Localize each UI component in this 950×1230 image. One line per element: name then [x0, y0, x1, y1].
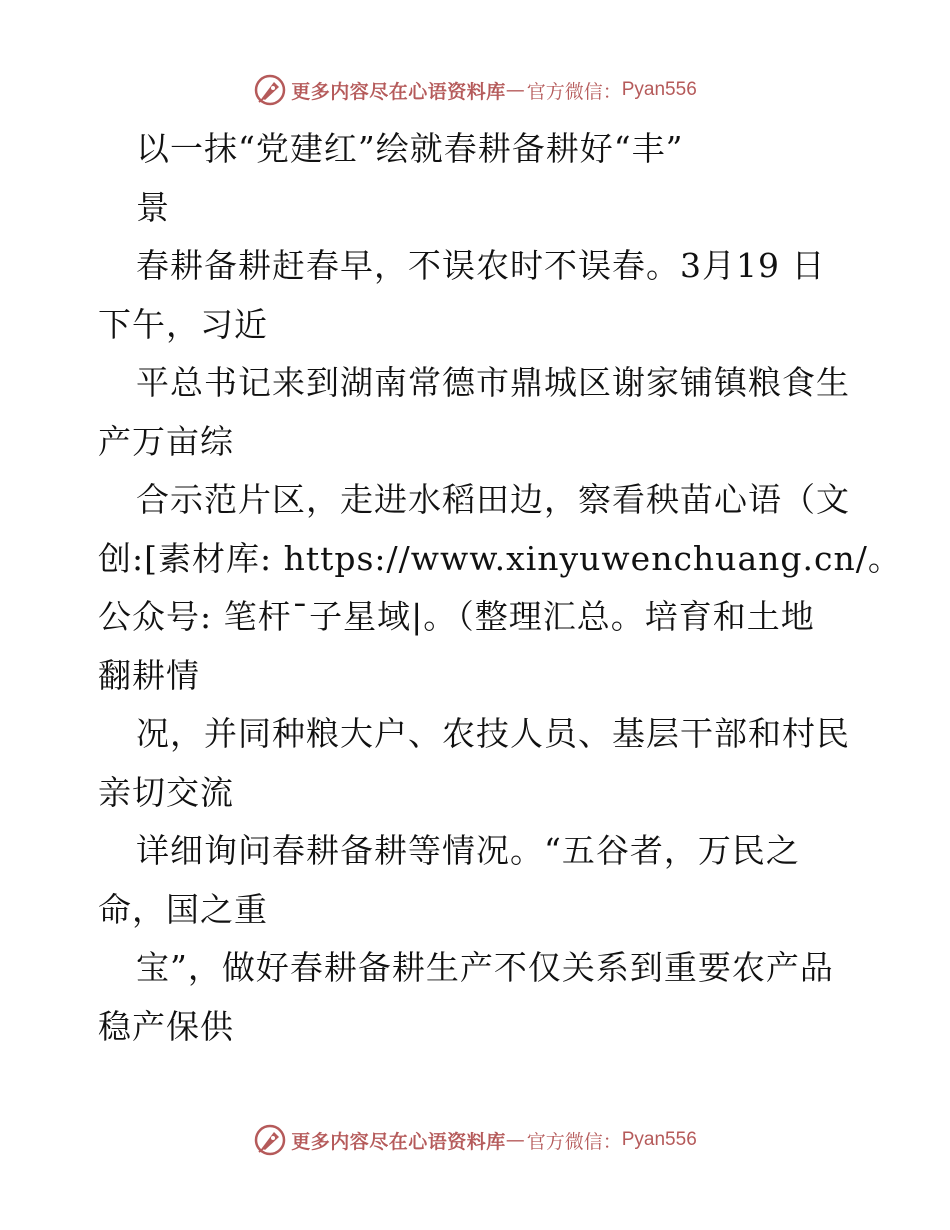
paragraph-line: 翻耕情	[98, 655, 200, 695]
paragraph-line: 下午，习近	[98, 304, 268, 344]
paragraph-line: 稳产保供	[98, 1006, 234, 1046]
header-banner	[0, 70, 950, 110]
paragraph-line: 创:[素材库: https://www.xinyuwenchuang.cn/。	[98, 538, 902, 578]
paragraph-line: 亲切交流	[98, 772, 234, 812]
banner-separator: —	[505, 79, 525, 101]
paragraph-line: 况，并同种粮大户、农技人员、基层干部和村民	[136, 714, 850, 753]
paragraph-line: 产万亩综	[98, 421, 234, 461]
banner-wechat-id: Pyan556	[621, 79, 697, 100]
banner-wechat-id: Pyan556	[621, 1129, 697, 1150]
paragraph-line: 宝”，做好春耕备耕生产不仅关系到重要农产品	[136, 948, 834, 987]
banner-text: 更多内容尽在心语资料库	[291, 1130, 506, 1153]
document-title-line-1: 以一抹“党建红”绘就春耕备耕好“丰”	[136, 129, 684, 168]
paragraph-line: 详细询问春耕备耕等情况。“五谷者，万民之	[136, 831, 800, 870]
paragraph-line: 公众号: 笔杆¯子星域|。（整理汇总。培育和土地	[98, 597, 815, 636]
banner-wechat-label: 官方微信：	[526, 80, 622, 103]
paragraph-line: 平总书记来到湖南常德市鼎城区谢家铺镇粮食生	[136, 363, 850, 402]
document-title-line-2: 景	[136, 187, 170, 227]
pen-nib-logo-icon	[253, 73, 287, 107]
pen-nib-logo-icon	[253, 1123, 287, 1157]
footer-banner	[0, 1120, 950, 1160]
banner-separator: —	[505, 1129, 525, 1151]
paragraph-line: 合示范片区，走进水稻田边，察看秧苗心语（文	[136, 480, 850, 519]
paragraph-line: 命，国之重	[98, 889, 268, 929]
banner-text: 更多内容尽在心语资料库	[291, 80, 506, 103]
document-body	[98, 120, 902, 1056]
banner-wechat-label: 官方微信：	[526, 1130, 622, 1153]
paragraph-line: 春耕备耕赶春早，不误农时不误春。3月19 日	[136, 246, 826, 285]
